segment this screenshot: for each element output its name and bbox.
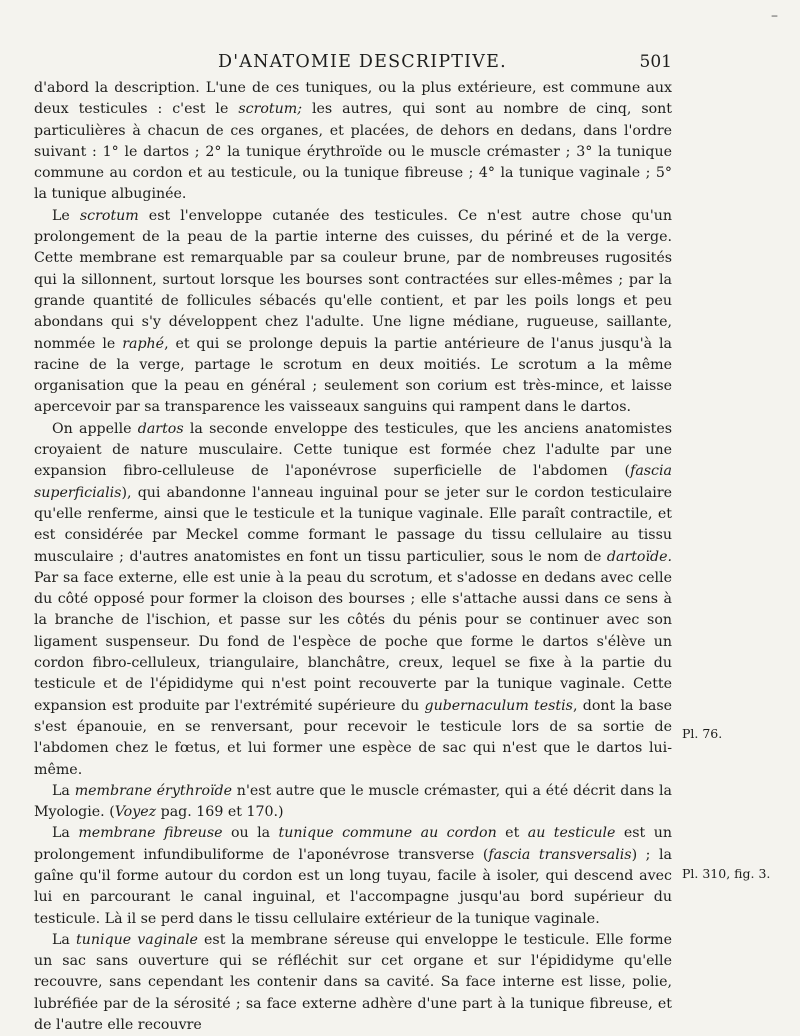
italic-term: membrane fibreuse [78, 825, 223, 842]
italic-term: scrotum [79, 207, 139, 224]
italic-term: tunique commune au cordon [278, 825, 497, 842]
text-run: La [52, 931, 77, 948]
text-run: , et qui se prolonge depuis la partie antérieure de l'anus jusqu'à la racine de la verge, partage le scrotum en deux moitiés. Le scrotum a la même organisation que la peau en général ; seulement son corium est très-mince, et laisse apercevoir par sa transparence les vaisseaux sanguins qui rampent dans le dartos. [34, 335, 672, 416]
text-run: d'abord la description. L'une de ces tuniques, ou la plus extérieure, est commune aux deux testicules : c'est le [34, 80, 672, 118]
text-run: Le [52, 207, 80, 224]
paragraph [34, 78, 672, 206]
paragraph [34, 419, 672, 781]
margin-note-plate-ref: Pl. 76. [682, 726, 723, 741]
italic-term: tunique vaginale [76, 931, 198, 948]
italic-term: dartoïde. [606, 548, 672, 565]
italic-term: fascia transversalis [488, 846, 632, 863]
text-run: ou la [222, 825, 279, 842]
italic-term: scrotum; [238, 101, 302, 118]
italic-term: gubernaculum testis [424, 697, 573, 714]
text-run: est l'enveloppe cutanée des testicules. Ce n'est autre chose qu'un prolongement de la peau de la partie interne des cuisses, du périné et de la verge. Cette membrane est remarquable par sa couleur brune, par de nombreuses rugosités qui la sillonnent, surtout lorsque les bourses sont contractées sur elles-mêmes ; par la grande quantité de follicules sébacés qu'elle contient, et par les poils longs et peu abondans qui s'y développent chez l'adulte. Une ligne médiane, rugueuse, saillante, nommée le [34, 207, 672, 352]
text-run: est un prolongement infundibuliforme de l'aponévrose transverse ( [34, 825, 672, 863]
paragraph [34, 781, 672, 824]
italic-term: fascia superficialis [34, 463, 672, 501]
text-run: La [52, 825, 79, 842]
italic-term: dartos [137, 420, 184, 437]
italic-term: au testicule [527, 825, 616, 842]
text-run: ), qui abandonne l'anneau inguinal pour se jeter sur le cordon testiculaire qu'elle renferme, ainsi que le testicule et la tunique vaginale. Elle paraît contractile, et est considérée par Meckel comme formant le passage du tissu cellulaire au tissu musculaire ; d'autres anatomistes en font un tissu particulier, sous le nom de [34, 484, 672, 565]
text-run: ) ; la gaîne qu'il forme autour du cordon est un long tuyau, facile à isoler, qui descend avec lui en parcourant le canal inguinal, et l'accompagne jusqu'au bord supérieur du testicule. Là il se perd dans le tissu cellulaire extérieur de la tunique vaginale. [34, 846, 672, 927]
text-run: les autres, qui sont au nombre de cinq, sont particulières à chacun de ces organes, et placées, de dehors en dedans, dans l'ordre suivant : 1° le dartos ; 2° la tunique érythroïde ou le muscle crémaster ; 3° la tunique commune au cordon et au testicule, ou la tunique fibreuse ; 4° la tunique vaginale ; 5° la tunique albuginée. [34, 101, 672, 203]
page-header [0, 52, 800, 76]
body-text [34, 78, 672, 1036]
italic-term: raphé [122, 335, 165, 352]
italic-term: membrane érythroïde [74, 782, 233, 799]
text-run: , dont la base s'est épanouie, en se renversant, pour recevoir le testicule lors de sa sortie de l'abdomen chez le fœtus, et lui former une espèce de sac qui n'est que le dartos lui-même. [34, 697, 672, 778]
text-run: Par sa face externe, elle est unie à la peau du scrotum, et s'adosse en dedans avec celle du côté opposé pour former la cloison des bourses ; elle s'attache aussi dans ce sens à la branche de l'ischion, et passe sur les côtés du pénis pour se continuer avec son ligament suspenseur. Du fond de l'espèce de poche que forme le dartos s'élève un cordon fibro-celluleux, triangulaire, blanchâtre, creux, lequel se fixe à la partie du testicule et de l'épididyme qui n'est point recouverte par la tunique vaginale. Cette expansion est produite par l'extrémité supérieure du [34, 569, 672, 714]
page-number: 501 [639, 52, 672, 72]
text-run: la seconde enveloppe des testicules, que les anciens anatomistes croyaient de nature musculaire. Cette tunique est formée chez l'adulte par une expansion fibro-celluleuse de l'aponévrose superficielle de l'abdomen ( [34, 420, 672, 480]
text-run: On appelle [52, 420, 138, 437]
text-run: est la membrane séreuse qui enveloppe le testicule. Elle forme un sac sans ouverture qui se réfléchit sur cet organe et sur l'épididyme qu'elle recouvre, sans cependant les contenir dans sa cavité. Sa face interne est lisse, polie, lubréfiée par de la sérosité ; sa face externe adhère d'une part à la tunique fibreuse, et de l'autre elle recouvre [34, 931, 672, 1034]
text-run: n'est autre que le muscle crémaster, qui a été décrit dans la Myologie. ( [34, 782, 673, 821]
paragraph [34, 206, 672, 419]
text-run: pag. 169 et 170.) [156, 804, 284, 821]
paragraph [34, 930, 672, 1036]
text-run: La [52, 782, 75, 799]
margin-note-plate-ref: Pl. 310, fig. 3. [682, 866, 771, 881]
page-edge-mark: – [771, 8, 778, 24]
text-run: et [496, 825, 528, 842]
paragraph [34, 823, 672, 929]
running-title: D'ANATOMIE DESCRIPTIVE. [218, 52, 507, 72]
italic-term: Voyez [114, 804, 157, 821]
